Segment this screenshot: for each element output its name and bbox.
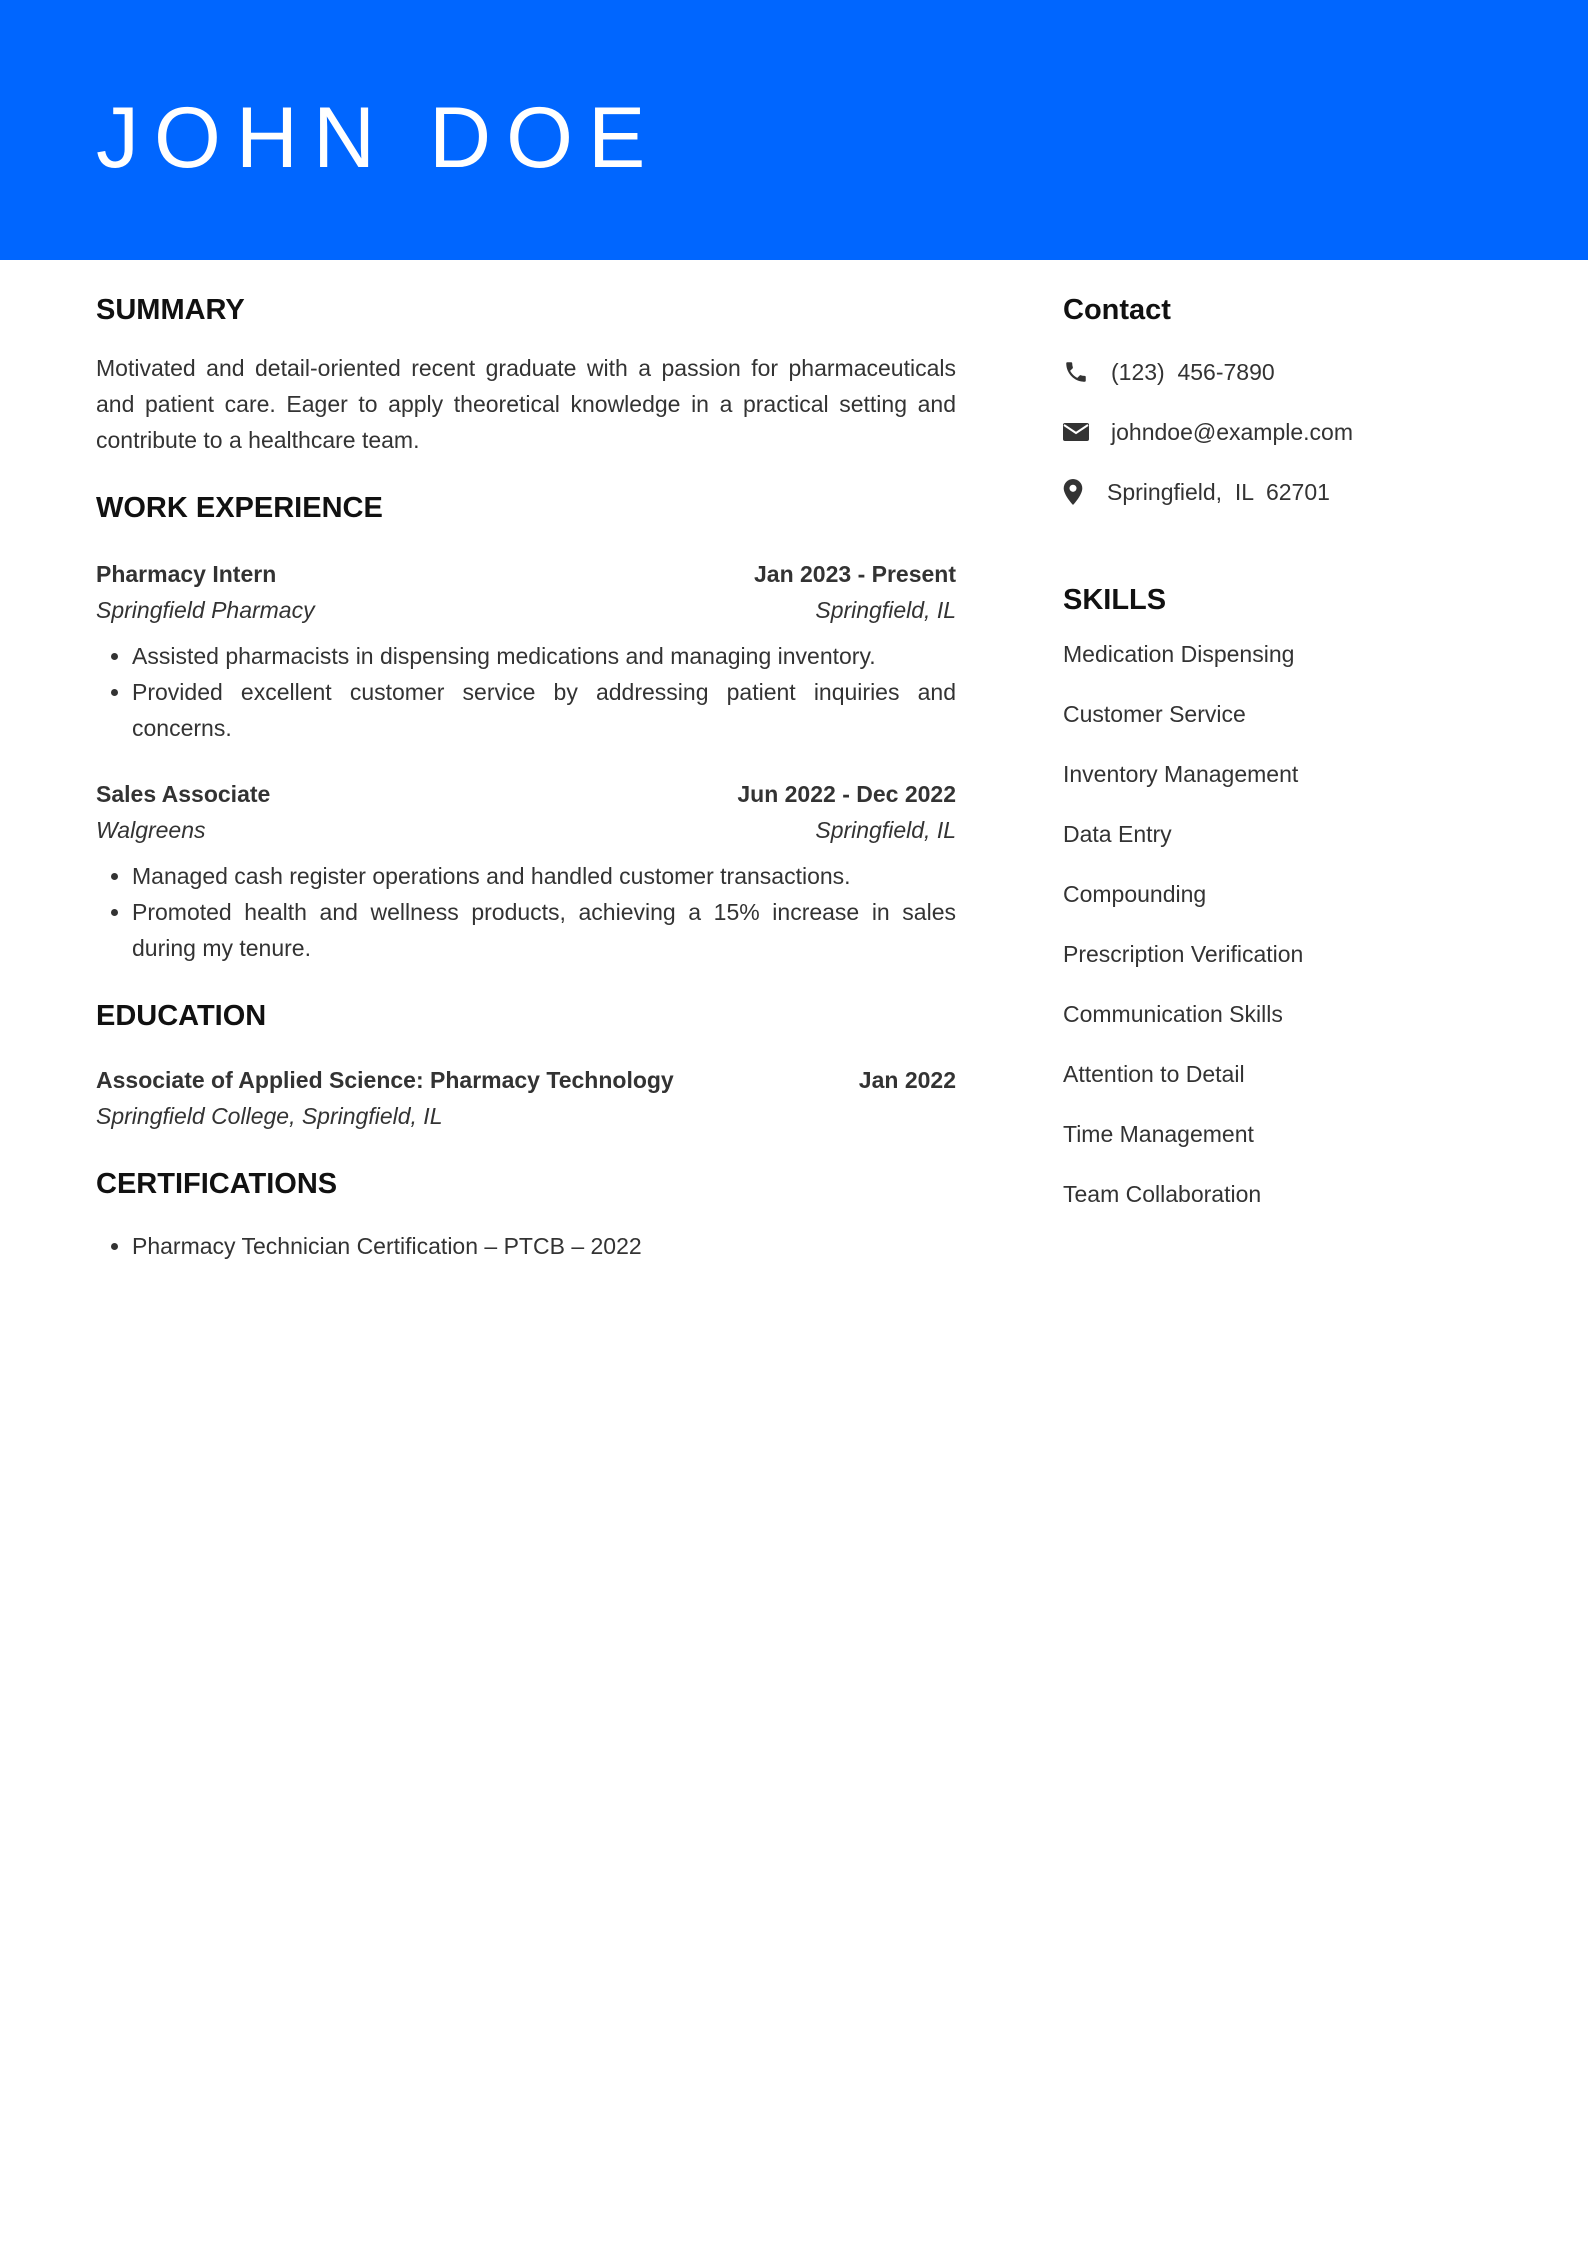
skills-heading: SKILLS <box>1063 584 1167 616</box>
education-school: Springfield College, Springfield, IL <box>96 1103 443 1129</box>
job-entry <box>96 556 956 746</box>
job-bullet: • Provided excellent customer service by addressing patient inquiries and concerns. <box>132 674 956 746</box>
job-dates: Jan 2023 - Present <box>753 561 956 587</box>
sidebar-column <box>1063 290 1503 1212</box>
certification-item: • Pharmacy Technician Certification – PTCB – 2022 <box>132 1228 956 1264</box>
skill-item: Medication Dispensing <box>1063 641 1295 667</box>
job-company: Walgreens <box>96 817 206 843</box>
certifications-section <box>96 1164 956 1264</box>
skills-section <box>1063 580 1503 1212</box>
skill-item: Attention to Detail <box>1063 1061 1245 1087</box>
summary-text: Motivated and detail-oriented recent graduate with a passion for pharmaceuticals and patient care. Eager to apply theoretical knowledge in a practical setting and contribute to a healthcare team. <box>96 355 956 453</box>
contact-section <box>1063 290 1503 510</box>
job-location: Springfield, IL <box>815 597 956 623</box>
certifications-list <box>96 1228 956 1264</box>
envelope-icon <box>1063 417 1093 447</box>
job-bullets <box>96 858 956 966</box>
education-date: Jan 2022 <box>858 1067 956 1093</box>
job-dates: Jun 2022 - Dec 2022 <box>737 781 956 807</box>
job-title: Pharmacy Intern <box>96 561 277 587</box>
skill-item: Communication Skills <box>1063 1001 1283 1027</box>
education-section <box>96 996 956 1134</box>
skill-item: Customer Service <box>1063 701 1246 727</box>
skill-item: Data Entry <box>1063 821 1172 847</box>
certifications-heading: CERTIFICATIONS <box>96 1168 338 1200</box>
skill-item: Compounding <box>1063 881 1207 907</box>
job-bullets <box>96 638 956 746</box>
summary-section <box>96 290 956 458</box>
work-experience-section <box>96 488 956 966</box>
skill-item: Inventory Management <box>1063 761 1299 787</box>
skills-list <box>1063 636 1503 1212</box>
candidate-name: JOHN DOE <box>96 90 661 186</box>
contact-heading: Contact <box>1063 294 1171 326</box>
job-company: Springfield Pharmacy <box>96 597 315 623</box>
main-column <box>96 290 956 1264</box>
contact-email <box>1063 414 1503 450</box>
map-pin-icon <box>1063 477 1093 507</box>
header-banner <box>0 0 1588 260</box>
education-degree: Associate of Applied Science: Pharmacy Technology <box>96 1067 674 1093</box>
job-bullet: • Promoted health and wellness products, achieving a 15% increase in sales during my tenure. <box>132 894 956 966</box>
skill-item: Prescription Verification <box>1063 941 1304 967</box>
job-location: Springfield, IL <box>815 817 956 843</box>
summary-heading: SUMMARY <box>96 294 245 326</box>
job-title: Sales Associate <box>96 781 271 807</box>
job-bullet: • Assisted pharmacists in dispensing medications and managing inventory. <box>132 638 956 674</box>
skill-item: Team Collaboration <box>1063 1181 1262 1207</box>
contact-address-text: Springfield, IL 62701 <box>1107 479 1330 505</box>
contact-phone <box>1063 354 1503 390</box>
work-experience-heading: WORK EXPERIENCE <box>96 492 383 524</box>
job-bullet: • Managed cash register operations and handled customer transactions. <box>132 858 956 894</box>
job-entry <box>96 776 956 966</box>
contact-address <box>1063 474 1503 510</box>
contact-email-text: johndoe@example.com <box>1111 419 1353 445</box>
phone-icon <box>1063 357 1093 387</box>
education-heading: EDUCATION <box>96 1000 267 1032</box>
contact-phone-text: (123) 456-7890 <box>1111 359 1275 385</box>
skill-item: Time Management <box>1063 1121 1254 1147</box>
